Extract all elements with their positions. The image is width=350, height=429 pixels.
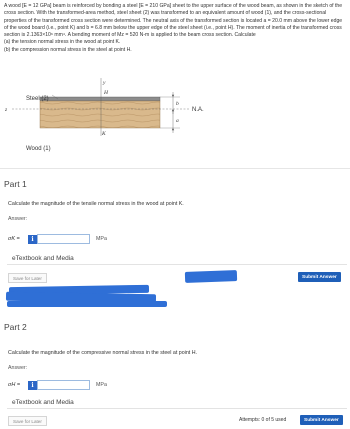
label-z: z <box>5 107 8 113</box>
problem-text: A wood [E = 12 GPa] beam is reinforced by bonding a steel [E = 210 GPa] sheet to the upper surface of the wood beam, as shown in the sketch of the cross section. With the transformed-area method, steel sheet (2) was transformed to an equivalent amount of wood (1), and the cross-sectional properties of the transformed cross section were determined. The neutral axis of the transformed section is located a = 20.0 mm above the lower edge of the wood board (i.e., point K) and b = 6.8 mm below the upper edge of the steel sheet (i.e., point H). The moment of inertia of the transformed cross section is 2.1363×10⁶ mm⁴. A bending moment of Mz = 520 N-m is applied to the beam cross section. Calculate <box>4 3 343 39</box>
label-b: b <box>176 101 179 107</box>
part2-question: Calculate the magnitude of the compressive normal stress in the steel at point H. <box>8 350 198 356</box>
label-neutral-axis: N.A. <box>192 107 204 113</box>
part2-symbol: σH = <box>8 382 21 388</box>
part1-answer-label: Answer: <box>8 216 28 222</box>
part2-etextbook-link[interactable]: eTextbook and Media <box>7 396 347 409</box>
part1-save-button[interactable]: Save for Later <box>8 273 47 283</box>
part1-submit-button[interactable]: Submit Answer <box>298 272 341 282</box>
part2-title: Part 2 <box>4 322 27 332</box>
part2-attempts: Attempts: 0 of 5 used <box>239 417 287 423</box>
label-H: H <box>104 90 108 96</box>
cross-section-diagram <box>0 76 350 158</box>
label-steel: Steel (2) <box>26 96 49 102</box>
part1-unit: MPa <box>96 236 107 242</box>
redaction-mark <box>7 301 167 307</box>
info-icon[interactable]: i <box>28 381 37 390</box>
divider <box>0 168 350 169</box>
label-wood: Wood (1) <box>26 146 51 152</box>
label-y: y <box>103 80 106 86</box>
part2-answer-input[interactable] <box>37 380 90 390</box>
part1-title: Part 1 <box>4 179 27 189</box>
problem-item-a: (a) the tension normal stress in the wood at point K. <box>4 39 121 46</box>
info-icon[interactable]: i <box>28 235 37 244</box>
wood-beam <box>40 101 160 128</box>
label-a: a <box>176 118 179 124</box>
part2-save-button[interactable]: Save for Later <box>8 416 47 426</box>
redaction-mark <box>185 270 237 283</box>
problem-statement <box>4 3 344 54</box>
part1-symbol: σK = <box>8 236 20 242</box>
label-K: K <box>102 131 106 137</box>
part1-question: Calculate the magnitude of the tensile normal stress in the wood at point K. <box>8 201 184 207</box>
part1-answer-input[interactable] <box>37 234 90 244</box>
part1-answer-row <box>8 234 107 244</box>
part1-etextbook-link[interactable]: eTextbook and Media <box>7 252 347 265</box>
part2-answer-label: Answer: <box>8 365 28 371</box>
part2-submit-button[interactable]: Submit Answer <box>300 415 343 425</box>
part2-answer-row <box>8 380 107 390</box>
part2-unit: MPa <box>96 382 107 388</box>
problem-item-b: (b) the compression normal stress in the steel at point H. <box>4 46 132 53</box>
